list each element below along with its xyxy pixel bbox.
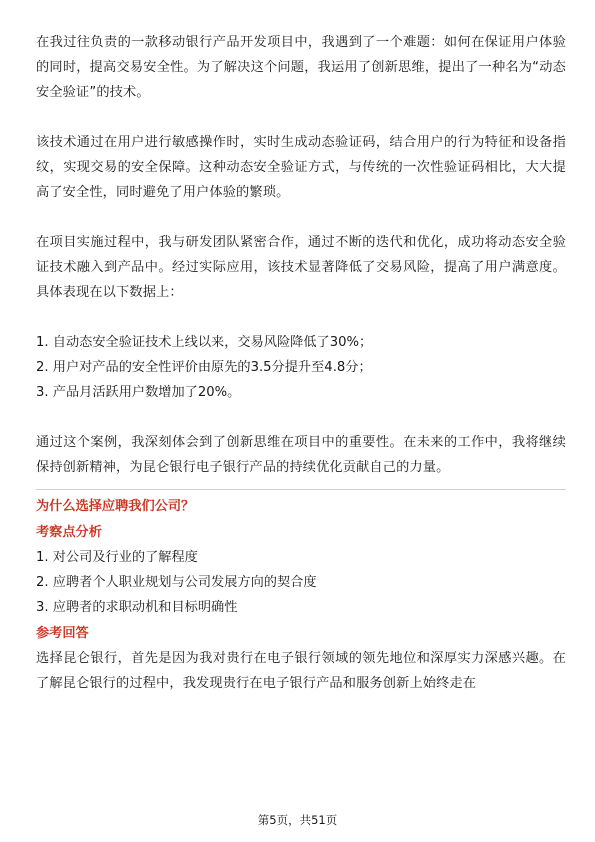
page-content xyxy=(36,30,566,696)
list-item: 2. 应聘者个人职业规划与公司发展方向的契合度 xyxy=(36,575,317,590)
paragraph-gap xyxy=(36,305,566,330)
analysis-heading: 考察点分析 xyxy=(36,525,102,540)
answer-heading: 参考回答 xyxy=(36,626,89,641)
list-item: 3. 产品月活跃用户数增加了20%。 xyxy=(36,385,241,400)
answer-text: 选择昆仑银行，首先是因为我对贵行在电子银行领域的领先地位和深厚实力深感兴趣。在了解昆仑银行的过程中，我发现贵行在电子银行产品和服务创新上始终走在 xyxy=(36,651,566,691)
paragraph-gap xyxy=(36,205,566,230)
list-item: 2. 用户对产品的安全性评价由原先的3.5分提升至4.8分； xyxy=(36,360,372,375)
results-list xyxy=(36,330,566,405)
list-item: 3. 应聘者的求职动机和目标明确性 xyxy=(36,600,238,615)
paragraph-conclusion: 通过这个案例，我深刻体会到了创新思维在项目中的重要性。在未来的工作中，我将继续保持创新精神，为昆仑银行电子银行产品的持续优化贡献自己的力量。 xyxy=(36,435,566,475)
section-divider xyxy=(36,489,566,490)
paragraph-gap xyxy=(36,105,566,130)
list-item: 1. 自动态安全验证技术上线以来，交易风险降低了30%； xyxy=(36,335,373,350)
list-item: 1. 对公司及行业的了解程度 xyxy=(36,550,198,565)
page-number: 第5页，共51页 xyxy=(257,813,338,827)
paragraph-technology: 该技术通过在用户进行敏感操作时，实时生成动态验证码，结合用户的行为特征和设备指纹，实现交易的安全保障。这种动态安全验证方式，与传统的一次性验证码相比，大大提高了安全性，同时避免了用户体验的繁琐。 xyxy=(36,135,566,200)
analysis-points-list xyxy=(36,545,566,620)
question-title: 为什么选择应聘我们公司？ xyxy=(36,499,195,514)
paragraph-implementation: 在项目实施过程中，我与研发团队紧密合作，通过不断的迭代和优化，成功将动态安全验证技术融入到产品中。经过实际应用，该技术显著降低了交易风险，提高了用户满意度。具体表现在以下数据上： xyxy=(36,235,566,300)
paragraph-problem: 在我过往负责的一款移动银行产品开发项目中，我遇到了一个难题：如何在保证用户体验的同时，提高交易安全性。为了解决这个问题，我运用了创新思维，提出了一种名为“动态安全验证”的技术。 xyxy=(36,35,566,100)
paragraph-gap xyxy=(36,405,566,430)
